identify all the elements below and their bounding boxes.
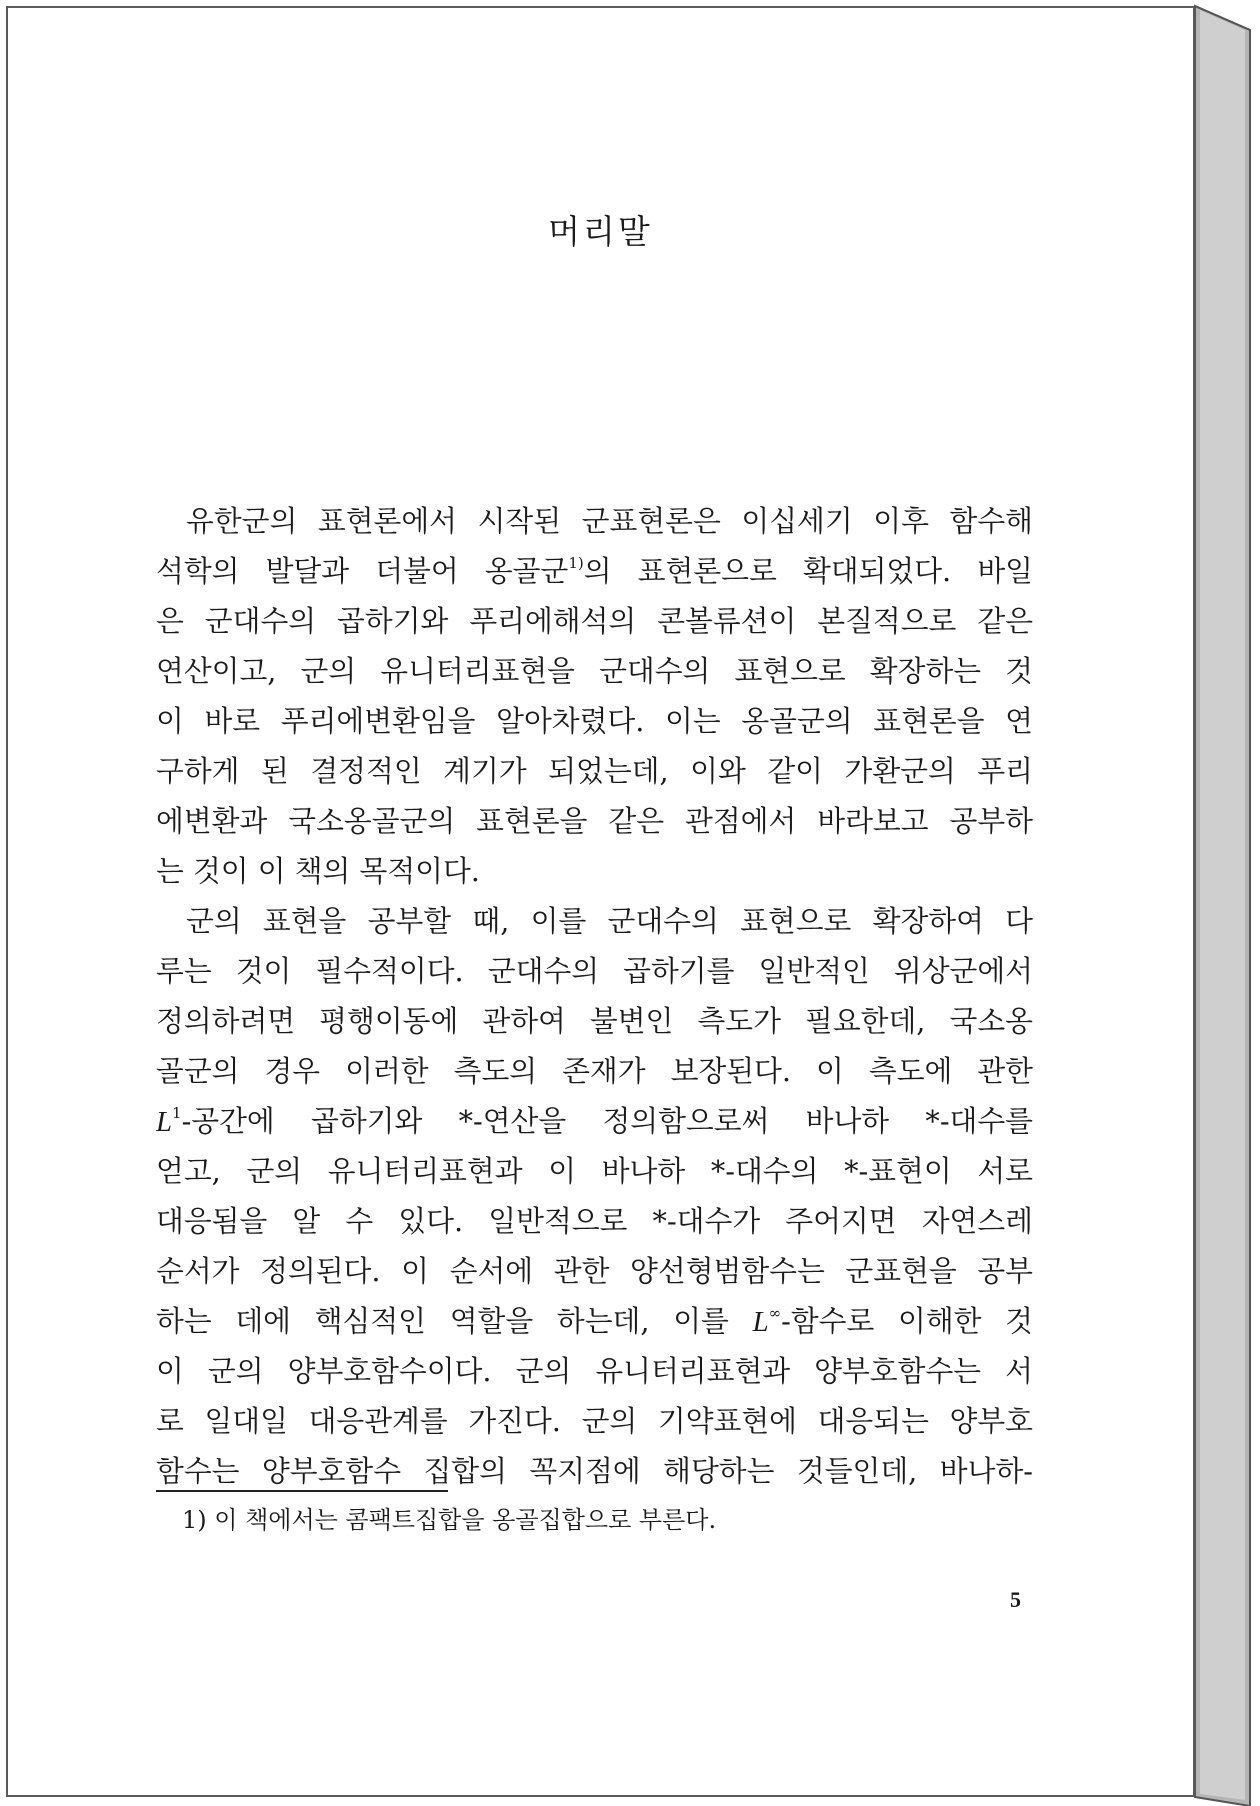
text-line: 는 것이 이 책의 목적이다. bbox=[156, 854, 480, 888]
text-line: 유한군의 표현론에서 시작된 군표현론은 이십세기 이후 함수해 bbox=[186, 504, 1033, 538]
page-number: 5 bbox=[1010, 1587, 1021, 1612]
text-line: 골군의 경우 이러한 측도의 존재가 보장된다. 이 측도에 관한 bbox=[156, 1054, 1033, 1088]
footnote-rule bbox=[156, 1490, 448, 1492]
text-line: 얻고, 군의 유니터리표현과 이 바나하 *-대수의 *-표현이 서로 bbox=[156, 1154, 1033, 1188]
page-title: 머리말 bbox=[548, 212, 653, 251]
text-line: 은 군대수의 곱하기와 푸리에해석의 콘볼류션이 본질적으로 같은 bbox=[156, 604, 1033, 638]
text-line: 대응됨을 알 수 있다. 일반적으로 *-대수가 주어지면 자연스레 bbox=[156, 1204, 1033, 1238]
body-text bbox=[156, 496, 1033, 1496]
text-line: 구하게 된 결정적인 계기가 되었는데, 이와 같이 가환군의 푸리 bbox=[156, 754, 1033, 788]
text-line: 석학의 발달과 더불어 옹골군$^{1)}$의 표현론으로 확대되었다. 바일 bbox=[156, 554, 1033, 588]
text-line: 군의 표현을 공부할 때, 이를 군대수의 표현으로 확장하여 다 bbox=[186, 904, 1033, 938]
text-line: 루는 것이 필수적이다. 군대수의 곱하기를 일반적인 위상군에서 bbox=[156, 954, 1033, 988]
text-line: 함수는 양부호함수 집합의 꼭지점에 해당하는 것들인데, 바나하- bbox=[156, 1454, 1033, 1488]
footnote-marker: 1) bbox=[568, 554, 584, 573]
math-L: L bbox=[752, 1306, 769, 1338]
text-line: 정의하려면 평행이동에 관하여 불변인 측도가 필요한데, 국소옹 bbox=[156, 1004, 1033, 1038]
text-line: 로 일대일 대응관계를 가진다. 군의 기약표현에 대응되는 양부호 bbox=[156, 1404, 1033, 1438]
text-line: 순서가 정의된다. 이 순서에 관한 양선형범함수는 군표현을 공부 bbox=[156, 1254, 1033, 1288]
text-line: 이 바로 푸리에변환임을 알아차렸다. 이는 옹골군의 표현론을 연 bbox=[156, 704, 1033, 738]
footnote: 1) 이 책에서는 콤팩트집합을 옹골집합으로 부른다. bbox=[182, 1506, 717, 1534]
math-L: L bbox=[156, 1106, 173, 1138]
text-line: 연산이고, 군의 유니터리표현을 군대수의 표현으로 확장하는 것 bbox=[156, 654, 1033, 688]
text-line: 하는 데에 핵심적인 역할을 하는데, 이를 L∞-함수로 이해한 것 bbox=[156, 1304, 1033, 1338]
text-line: 에변환과 국소옹골군의 표현론을 같은 관점에서 바라보고 공부하 bbox=[156, 804, 1033, 838]
book-page bbox=[6, 6, 1195, 1797]
text-line: $L^1-$공간에 곱하기와 *-연산을 정의함으로써 바나하 *-대수를 bbox=[156, 1104, 1033, 1138]
text-line: 이 군의 양부호함수이다. 군의 유니터리표현과 양부호함수는 서 bbox=[156, 1354, 1033, 1388]
